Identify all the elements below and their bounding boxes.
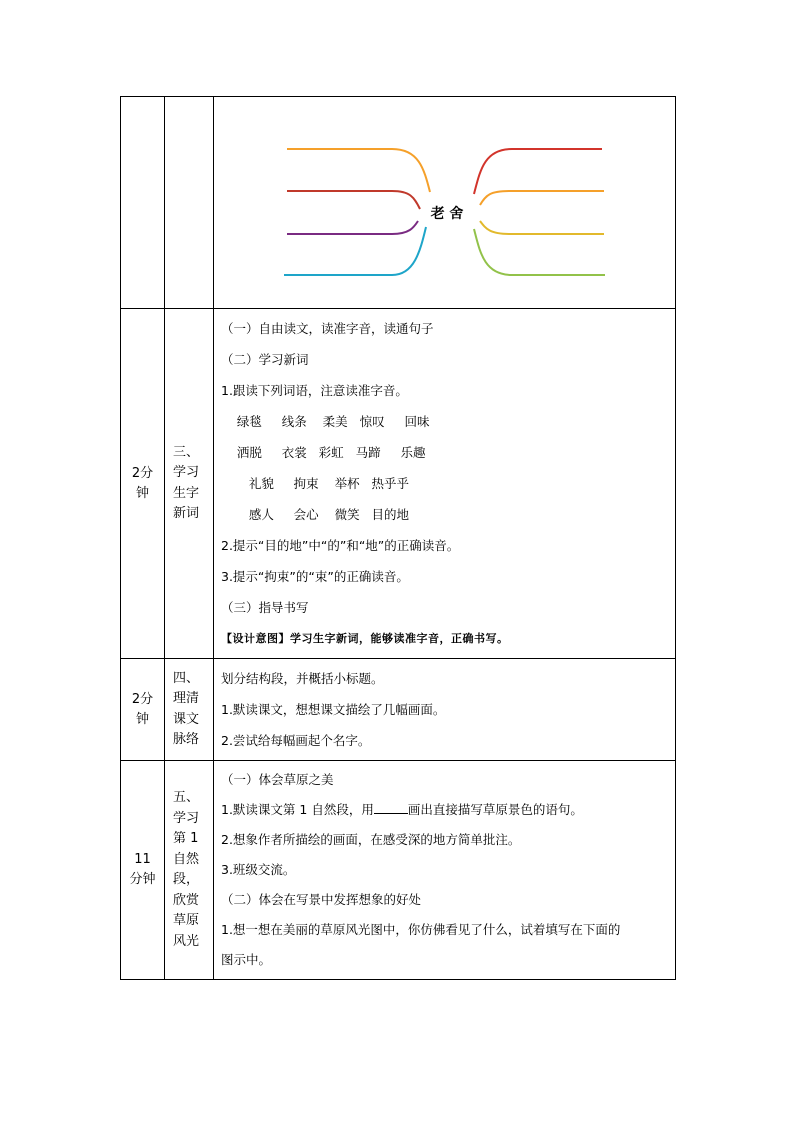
mindmap-branch-right-3 [480,221,604,234]
content-line: 1.想一想在美丽的草原风光图中，你仿佛看见了什么，试着填写在下面的 [221,922,621,937]
mindmap-row [121,97,676,309]
design-intent-text: 学习生字新词，能够读准字音，正确书写。 [290,632,509,645]
content-line: 3.班级交流。 [221,862,296,877]
mindmap-center-label: 老 舍 [430,206,464,222]
step-cell [165,761,214,980]
mindmap-cell [214,97,676,309]
content-cell [214,309,676,659]
content-line: 2.提示“目的地”中“的”和“地”的正确读音。 [221,538,460,553]
time-text: 11 [134,852,151,867]
content-line: 2.想象作者所描绘的画面，在感受深的地方简单批注。 [221,832,521,847]
vocab-line: 礼貌 拘束 举杯 热乎乎 [221,476,409,491]
content-line: （二）学习新词 [221,352,309,367]
step-text: 风光 [173,933,200,949]
content-line: 1.跟读下列词语，注意读准字音。 [221,383,408,398]
step-text: 三、 [173,444,200,460]
content-line: （三）指导书写 [221,600,309,615]
time-cell [121,659,165,761]
content-line: （一）体会草原之美 [221,772,334,787]
mindmap-diagram [214,97,674,304]
table-row [121,309,676,659]
content-cell [214,659,676,761]
content-line: （二）体会在写景中发挥想象的好处 [221,892,422,907]
empty-step-cell [165,97,214,309]
step-text: 脉络 [173,732,200,747]
lesson-plan-table [120,96,676,980]
table-row [121,761,676,980]
time-text: 钟 [135,711,149,727]
design-intent-label: 【设计意图】 [221,632,290,645]
table-row [121,659,676,761]
content-line-part: 1.默读课文第 1 自然段，用 [221,802,374,817]
content-cell [214,761,676,980]
step-text: 自然 [173,851,200,867]
content-line-part: 画出直接描写草原景色的语句。 [407,802,583,817]
vocab-line: 感人 会心 微笑 目的地 [221,507,409,522]
step-text: 五、 [173,790,200,805]
time-cell [121,761,165,980]
empty-time-cell [121,97,165,309]
step-text: 新词 [173,506,200,521]
step-text: 欣赏 [173,892,200,908]
step-cell [165,309,214,659]
mindmap-branch-right-4 [474,229,605,275]
mindmap-branch-left-3 [287,221,418,234]
design-intent [221,623,669,654]
vocab-line: 洒脱 衣裳 彩虹 马蹄 乐趣 [221,445,426,460]
content-line: 2.尝试给每幅画起个名字。 [221,733,371,748]
mindmap-branch-left-1 [287,149,430,192]
content-line: 图示中。 [221,952,272,967]
content-line: 1.默读课文，想想课文描绘了几幅画面。 [221,702,446,717]
time-text: 2分 [131,465,154,481]
content-line [221,795,669,825]
step-cell [165,659,214,761]
time-text: 2分 [131,691,154,707]
step-text: 四、 [173,670,200,686]
mindmap-branch-left-2 [287,191,420,209]
step-text: 第 1 [173,831,199,846]
time-cell [121,309,165,659]
step-text: 学习 [173,465,200,480]
mindmap-branch-right-1 [474,149,602,194]
mindmap-branch-right-2 [480,191,604,205]
content-line: 划分结构段，并概括小标题。 [221,671,384,686]
step-text: 草原 [173,913,200,928]
step-text: 学习 [173,810,200,826]
step-text: 生字 [173,485,200,501]
time-text: 钟 [135,485,149,501]
fill-blank [374,801,408,814]
vocab-line: 绿毯 线条 柔美 惊叹 回味 [221,414,430,429]
step-text: 段， [173,872,200,887]
content-line: 3.提示“拘束”的“束”的正确读音。 [221,569,409,584]
step-text: 理清 [173,691,200,706]
time-text: 分钟 [129,872,156,887]
step-text: 课文 [173,711,200,727]
content-line: （一）自由读文，读准字音，读通句子 [221,321,434,336]
